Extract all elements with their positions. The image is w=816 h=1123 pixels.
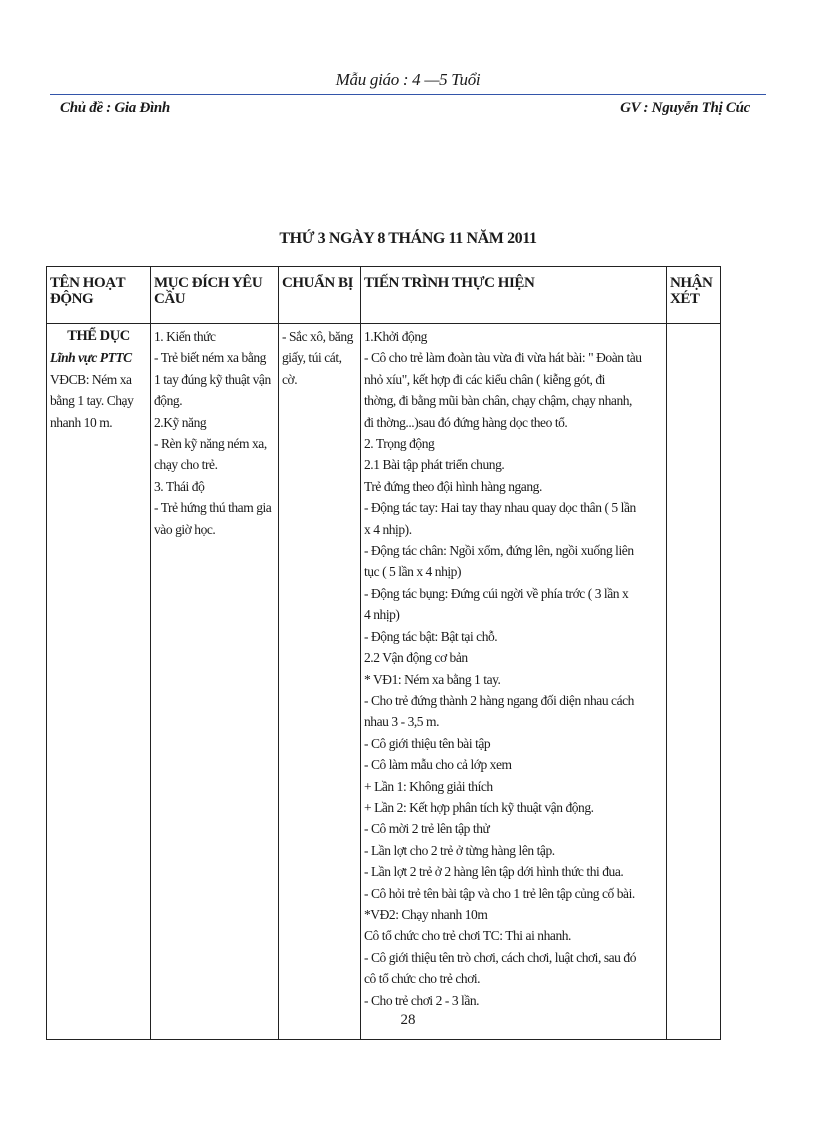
- topic-label: Chủ đề : Gia Đình: [60, 100, 170, 116]
- procedure-line: nhỏ xíu", kết hợp đi các kiểu chân ( kiễng gót, đi: [364, 371, 605, 387]
- procedure-line: - Cô giới thiệu tên trò chơi, cách chơi, luật chơi, sau đó: [364, 949, 637, 965]
- table-header-row: [47, 267, 721, 324]
- header-procedure: TIẾN TRÌNH THỰC HIỆN: [361, 267, 667, 324]
- objective-line: - Trẻ biết ném xa bằng 1 tay đúng kỹ thuật vận động.: [154, 350, 271, 409]
- remarks-cell: [667, 324, 721, 1040]
- procedure-line: - Cô giới thiệu tên bài tập: [364, 735, 491, 751]
- header-activity: TÊN HOẠT ĐỘNG: [47, 267, 151, 324]
- procedure-line: cô tổ chức cho trẻ chơi.: [364, 971, 481, 987]
- procedure-line: 2.2 Vận động cơ bản: [364, 650, 468, 666]
- activity-cell: [47, 324, 151, 1040]
- page-number: 28: [400, 1012, 416, 1028]
- procedure-line: 1.Khởi động: [364, 329, 427, 344]
- procedure-line: 2. Trọng động: [364, 436, 435, 452]
- procedure-line: - Cô mời 2 trẻ lên tập thử: [364, 821, 490, 837]
- procedure-line: thờng, đi bằng mũi bàn chân, chạy chậm, chạy nhanh,: [364, 393, 632, 409]
- objective-line: 2.Kỹ năng: [154, 414, 207, 430]
- header-preparation: CHUẨN BỊ: [279, 267, 361, 324]
- procedure-line: - Cô hỏi trẻ tên bài tập và cho 1 trẻ lên tập củng cố bài.: [364, 885, 635, 901]
- procedure-line: - Lần lợt 2 trẻ ở 2 hàng lên tập dới hình thức thi đua.: [364, 864, 624, 880]
- objectives-cell: [151, 324, 279, 1040]
- procedure-line: + Lần 2: Kết hợp phân tích kỹ thuật vận động.: [364, 799, 594, 815]
- header-divider: [50, 94, 766, 95]
- procedure-line: nhau 3 - 3,5 m.: [364, 714, 439, 730]
- procedure-line: + Lần 1: Không giải thích: [364, 778, 493, 794]
- activity-field: Lĩnh vực PTTC: [50, 350, 132, 366]
- procedure-line: - Lần lợt cho 2 trẻ ở từng hàng lên tập.: [364, 842, 555, 858]
- activity-description: VĐCB: Ném xa bằng 1 tay. Chạy nhanh 10 m.: [50, 371, 134, 430]
- procedure-line: - Động tác bật: Bật tại chỗ.: [364, 628, 498, 644]
- procedure-line: - Động tác chân: Ngồi xổm, đứng lên, ngồi xuống liên: [364, 543, 634, 559]
- procedure-line: Cô tổ chức cho trẻ chơi TC: Thi ai nhanh.: [364, 928, 571, 944]
- preparation-text: - Sắc xô, băng giấy, túi cát, cờ.: [282, 329, 353, 387]
- procedure-line: x 4 nhịp).: [364, 521, 412, 537]
- procedure-line: Trẻ đứng theo đội hình hàng ngang.: [364, 478, 542, 494]
- procedure-line: - Cho trẻ chơi 2 - 3 lần.: [364, 992, 480, 1008]
- objective-line: 1. Kiến thức: [154, 329, 216, 344]
- header-objectives: MỤC ĐÍCH YÊU CẦU: [151, 267, 279, 324]
- header-title: Mẫu giáo : 4 —5 Tuổi: [335, 70, 481, 89]
- procedure-line: 2.1 Bài tập phát triển chung.: [364, 457, 505, 473]
- procedure-line: 4 nhịp): [364, 607, 400, 623]
- table-row: [47, 324, 721, 1040]
- day-heading: THỨ 3 NGÀY 8 THÁNG 11 NĂM 2011: [279, 230, 537, 247]
- procedure-line: tục ( 5 lần x 4 nhịp): [364, 564, 462, 580]
- objective-line: - Trẻ hứng thú tham gia vào giờ học.: [154, 500, 272, 537]
- procedure-line: - Cô cho trẻ làm đoàn tàu vừa đi vừa hát bài: " Đoàn tàu: [364, 350, 642, 366]
- procedure-line: - Cô làm mẫu cho cả lớp xem: [364, 757, 512, 773]
- objective-line: - Rèn kỹ năng ném xa, chạy cho trẻ.: [154, 436, 267, 473]
- procedure-line: - Động tác tay: Hai tay thay nhau quay dọc thân ( 5 lần: [364, 500, 636, 516]
- procedure-line: đi thờng...)sau đó đứng hàng dọc theo tổ.: [364, 414, 568, 430]
- procedure-cell: [361, 324, 667, 1040]
- lesson-plan-table: [46, 266, 721, 1040]
- teacher-label: GV : Nguyễn Thị Cúc: [620, 100, 750, 116]
- objective-line: 3. Thái độ: [154, 478, 205, 494]
- procedure-line: - Cho trẻ đứng thành 2 hàng ngang đối diện nhau cách: [364, 692, 634, 708]
- procedure-line: *VĐ2: Chạy nhanh 10m: [364, 906, 488, 922]
- activity-title: THỂ DỤC: [67, 328, 130, 344]
- page-header: [50, 68, 766, 124]
- header-remarks: NHẬN XÉT: [667, 267, 721, 324]
- procedure-line: - Động tác bụng: Đứng cúi ngời về phía trớc ( 3 lần x: [364, 585, 629, 601]
- procedure-line: * VĐ1: Ném xa bằng 1 tay.: [364, 671, 501, 687]
- preparation-cell: [279, 324, 361, 1040]
